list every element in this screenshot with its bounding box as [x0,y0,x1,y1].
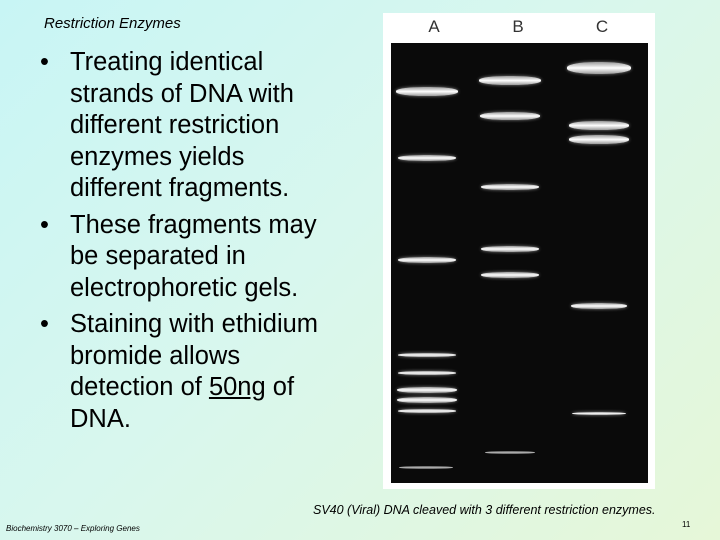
gel-band [398,155,456,161]
bullet-marker: • [40,210,49,239]
gel-band [398,409,456,413]
gel-band [397,387,457,393]
gel-band [397,397,457,403]
bullet-marker: • [40,310,49,338]
gel-band [481,246,539,252]
slide-title: Restriction Enzymes [44,15,181,32]
underlined-amount: 50ng [208,373,266,401]
bullet-line: different fragments. [70,174,290,202]
bullet-list [40,47,360,440]
bullet-line: enzymes yields [70,142,245,171]
gel-band [398,257,456,263]
lane-label-a: A [428,17,440,36]
gel [391,43,648,483]
footer-course: Biochemistry 3070 – Exploring Genes [6,524,140,533]
bullet-line: DNA. [70,404,131,433]
bullet-line: different restriction [70,111,280,139]
gel-band [567,62,631,74]
bullet-line: be separated in [70,242,246,270]
lane-labels [383,17,655,41]
bullet-line: of [265,373,295,401]
gel-band [485,451,535,454]
gel-band [396,87,458,96]
bullet-line: Treating identical [70,48,264,76]
bullet-line: strands of DNA with [70,79,294,108]
bullet-line: Staining with ethidium [70,310,319,338]
gel-image [383,13,655,489]
figure-caption: SV40 (Viral) DNA cleaved with 3 different restriction enzymes. [313,503,656,517]
gel-band [571,303,627,309]
bullet-marker: • [40,48,49,76]
gel-band [479,76,541,85]
gel-band [480,112,540,120]
bullet-line: detection of [70,373,209,401]
gel-band [569,121,629,130]
gel-band [398,353,456,357]
gel-band [398,371,456,375]
bullet-item [40,309,360,435]
bullet-line: bromide allows [70,341,241,370]
bullet-line: electrophoretic gels. [70,273,299,302]
bullet-item [40,210,360,305]
gel-band [572,412,626,415]
lane-label-c: C [595,17,609,36]
gel-band [569,135,629,144]
bullet-line: These fragments may [70,210,317,239]
gel-band [481,184,539,190]
gel-band [481,272,539,278]
gel-band [399,466,453,469]
bullet-item [40,47,360,205]
page-number: 11 [682,520,691,529]
lane-label-b: B [512,17,524,36]
